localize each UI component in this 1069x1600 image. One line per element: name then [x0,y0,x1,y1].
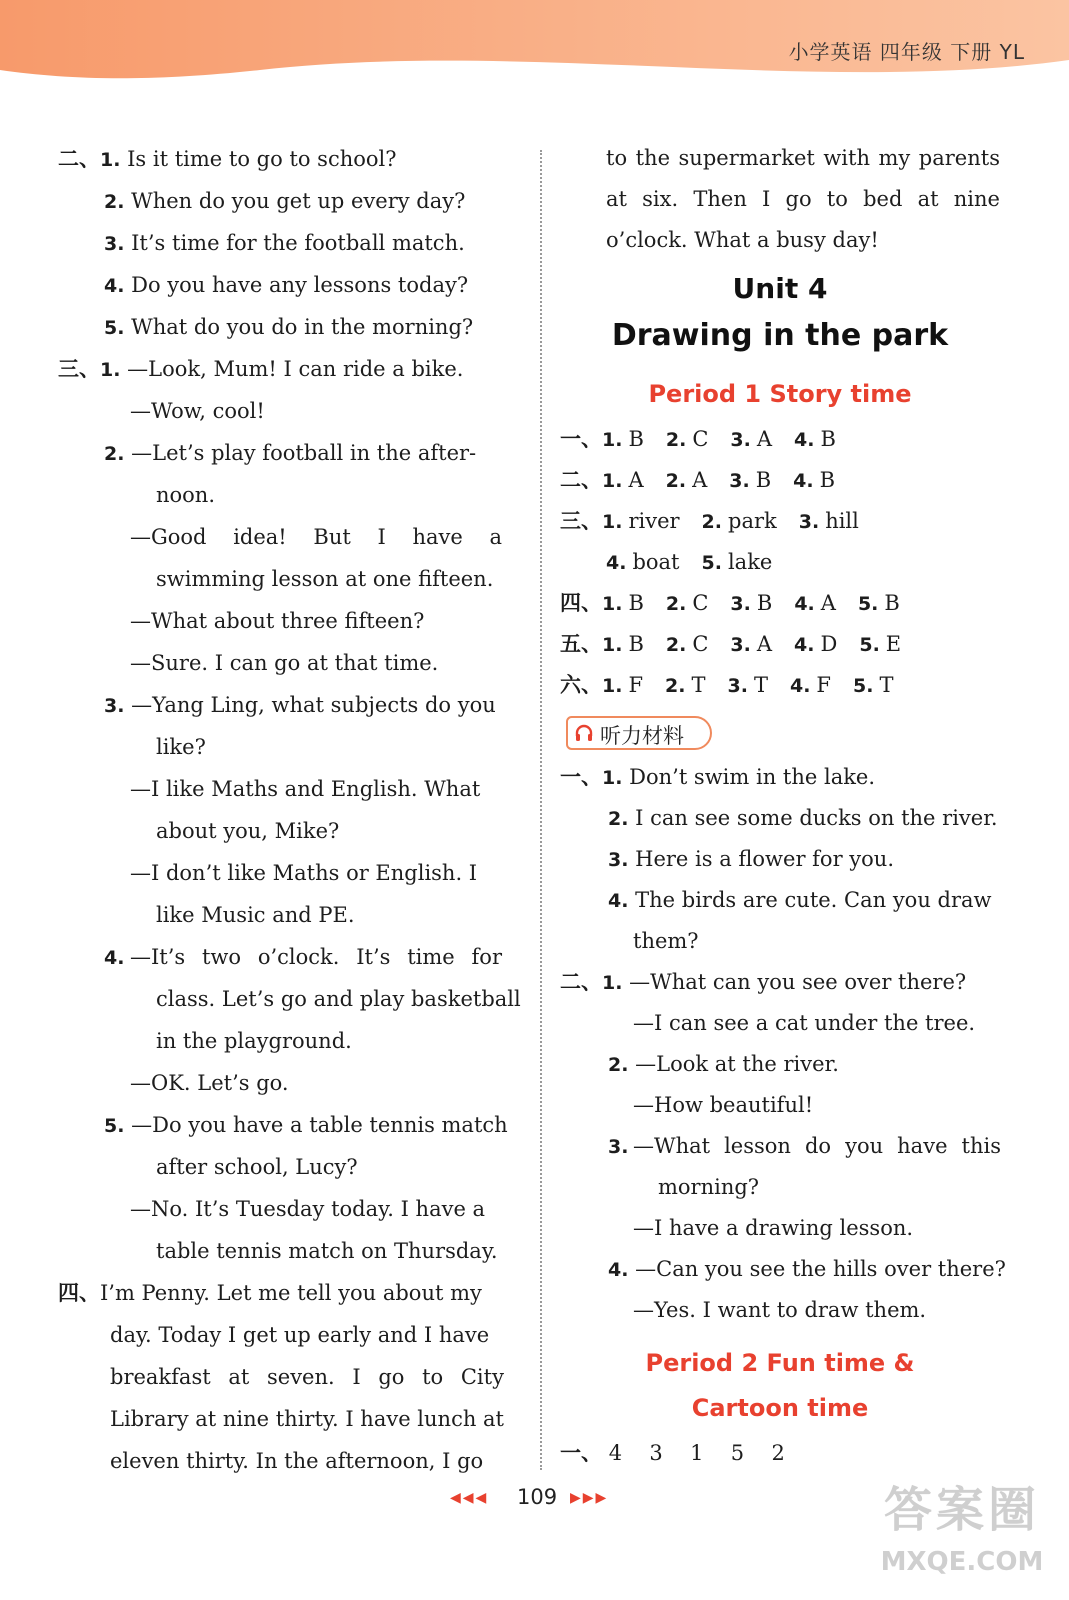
word: I [352,1365,361,1389]
word: parents [918,146,1000,170]
answer-row-4 [560,588,922,619]
item-number: 1. [100,149,121,171]
word: to [826,187,848,211]
item-number: 4. [104,275,125,297]
dialogue-line: —Look at the river. [635,1052,839,1076]
left-s2-item-4 [104,270,468,301]
item-number: 1. [100,359,121,381]
item-number: 1. [602,767,623,789]
item-number: 3. [104,233,125,255]
right-cont-l2 [606,184,1000,214]
answer-item: 3. T [727,673,768,697]
answer-item: 5. T [853,673,894,697]
order-value: 3 [649,1441,663,1465]
section-mark: 五、 [560,632,602,656]
section-mark: 三、 [560,509,602,533]
section-mark: 二、 [58,147,100,171]
listen-s2-d2-a [608,1049,839,1080]
headphones-icon [574,723,594,743]
unit-title: Drawing in the park [611,318,949,353]
word: idea! [233,525,287,549]
answer-item: 4. D [794,632,838,656]
answer-row-3 [560,506,881,537]
item-number: 2. [608,1054,629,1076]
word: at [606,187,627,211]
word: this [961,1134,1001,1158]
section-mark: 一、 [560,765,602,789]
listen-s1-item-2 [608,803,998,834]
dialogue-line: —Do you have a table tennis match [131,1113,508,1137]
section-mark: 六、 [560,673,602,697]
order-value: 1 [690,1441,704,1465]
word: at [917,187,939,211]
period-2-heading-line-2: Cartoon time [691,1394,869,1422]
right-cont-l1 [606,143,1000,173]
answer-item: 3. A [730,427,773,451]
order-value: 5 [730,1441,745,1465]
left-s3-d4-a3: in the playground. [156,1029,352,1053]
answer-item: 4. B [794,427,836,451]
column-divider [540,150,542,1470]
left-s2-item-2 [104,186,465,217]
left-s3-d2-a1 [104,438,476,469]
left-s4-l2: day. Today I get up early and I have [110,1323,490,1347]
answer-item: 1. river [602,509,680,533]
left-s3-d5-b2: table tennis match on Thursday. [156,1239,498,1263]
answer-item: 1. B [602,632,644,656]
item-text: Here is a flower for you. [635,847,894,871]
section-mark: 三、 [58,357,100,381]
answer-row-6 [560,670,915,701]
dialogue-line: —Let’s play football in the after- [131,441,477,465]
left-s4-l4: Library at nine thirty. I have lunch at [110,1407,504,1431]
answer-item: 2. A [665,468,708,492]
watermark [872,1478,1052,1596]
word: lesson [724,1134,791,1158]
paragraph-line: I’m Penny. Let me tell you about my [100,1281,482,1305]
answer-item: 3. B [730,591,773,615]
item-number: 3. [104,695,125,717]
left-s2-item-3 [104,228,465,259]
page-number: 109 [517,1485,558,1509]
item-text: Do you have any lessons today? [131,273,469,297]
listen-s1-item-4-cont: them? [633,929,699,953]
section-mark: 四、 [58,1281,100,1305]
answer-item: 4. boat [606,550,680,574]
answer-item: 5. E [859,632,902,656]
answer-item: 2. C [665,591,709,615]
left-s3-d4-a1 [104,942,124,973]
answer-row-2 [560,465,857,496]
item-number: 4. [608,1259,629,1281]
order-value: 4 [608,1441,623,1465]
left-s3-d5-b1: —No. It’s Tuesday today. I have a [130,1197,486,1221]
answer-item: 3. A [730,632,773,656]
section-mark: 二、 [560,468,602,492]
word: my [878,146,911,170]
item-text: Don’t swim in the lake. [629,765,876,789]
word: have [412,525,463,549]
section-mark: 一、 [560,1441,602,1465]
item-number: 2. [608,808,629,830]
listen-s2-d4-b: —Yes. I want to draw them. [633,1298,927,1322]
left-s3-d4-a2: class. Let’s go and play basketball [156,987,521,1011]
word: at [228,1365,250,1389]
left-s3-d4-b: —OK. Let’s go. [130,1071,289,1095]
word: do [804,1134,832,1158]
left-s3-d3-c1: —I don’t like Maths or English. I [130,861,478,885]
period-2-heading-line-1: Period 2 Fun time & [645,1349,915,1377]
item-number: 5. [104,317,125,339]
left-s3-d2-c: —What about three fifteen? [130,609,425,633]
word: a [489,525,502,549]
word: nine [953,187,1000,211]
order-answer-row [560,1438,805,1468]
word: I [377,525,386,549]
dialogue-line: —Can you see the hills over there? [635,1257,1006,1281]
period-1-heading: Period 1 Story time [648,380,912,408]
word: City [460,1365,504,1389]
answer-item: 4. B [793,468,836,492]
next-page-arrows-icon: ▶▶▶ [570,1490,609,1506]
left-s2-item-5 [104,312,473,343]
left-s3-d3-a1 [104,690,496,721]
listen-s2-d1-a [560,967,966,998]
answer-item: 2. T [665,673,706,697]
left-s3-d1-b: —Wow, cool! [130,399,265,423]
dialogue-line: —What can you see over there? [629,970,967,994]
answer-item: 1. B [602,591,644,615]
left-s4-l3 [110,1362,504,1392]
section-mark: 一、 [560,427,602,451]
listening-material-tag [566,716,712,750]
word: go [378,1365,405,1389]
listen-s1-item-4 [608,885,992,916]
listening-material-label: 听力材料 [600,724,684,748]
listen-s2-d2-b: —How beautiful! [633,1093,814,1117]
word: seven. [266,1365,335,1389]
listen-s2-d3-b: —I have a drawing lesson. [633,1216,914,1240]
word: It’s [356,945,391,969]
listen-s2-d3-a1 [633,1131,1001,1161]
item-text: It’s time for the football match. [131,231,465,255]
left-s3-d2-a2: noon. [156,483,216,507]
word: time [407,945,455,969]
word: the [635,146,671,170]
answer-item: 2. C [665,427,709,451]
answer-item: 2. C [665,632,709,656]
listen-s2-d3-num [608,1131,628,1162]
word: you [845,1134,884,1158]
item-number: 3. [608,849,629,871]
answer-item: 3. B [729,468,772,492]
listen-s2-d3-a2: morning? [658,1175,760,1199]
word: to [606,146,628,170]
answer-row-5 [560,629,923,660]
answer-item: 3. hill [798,509,859,533]
item-text: What do you do in the morning? [131,315,474,339]
word: bed [863,187,903,211]
answer-item: 5. B [857,591,900,615]
word: —It’s [130,945,186,969]
left-s3-d2-d: —Sure. I can go at that time. [130,651,439,675]
watermark-url: MXQE.COM [880,1547,1044,1577]
left-s3-d4-a1-words [130,942,502,972]
item-number: 4. [608,890,629,912]
item-number: 2. [104,191,125,213]
word: o’clock. [257,945,340,969]
word: I [762,187,771,211]
left-s3-d5-a1 [104,1110,508,1141]
item-number: 4. [104,947,125,969]
word: go [785,187,812,211]
word: breakfast [110,1365,211,1389]
listen-s1-item-1 [560,762,875,793]
left-s4-l5: eleven thirty. In the afternoon, I go [110,1449,484,1473]
unit-label: Unit 4 [732,272,828,305]
item-text: I can see some ducks on the river. [635,806,998,830]
answer-row-1 [560,424,858,455]
prev-page-arrows-icon: ◀◀◀ [450,1490,489,1506]
header-title: 小学英语 四年级 下册 YL [788,40,1025,64]
order-value: 2 [771,1441,785,1465]
word: supermarket [678,146,815,170]
answer-item: 1. A [602,468,644,492]
listen-s2-d4-a [608,1254,1006,1285]
listen-s1-item-3 [608,844,894,875]
answer-item: 2. park [701,509,777,533]
answer-item: 4. A [794,591,836,615]
item-text: The birds are cute. Can you draw [635,888,992,912]
right-cont-l3: o’clock. What a busy day! [606,228,879,252]
watermark-text: 答案圈 [883,1482,1040,1538]
left-s3-d2-b1 [130,522,502,552]
left-s3-d2-b2: swimming lesson at one fifteen. [156,567,494,591]
word: —Good [130,525,207,549]
item-number: 2. [104,443,125,465]
answer-item: 1. B [602,427,644,451]
word: for [471,945,502,969]
word: with [823,146,870,170]
section-mark: 四、 [560,591,602,615]
dialogue-line: —Yang Ling, what subjects do you [131,693,496,717]
word: Then [693,187,747,211]
left-s2-item-1 [58,144,397,175]
word: two [201,945,242,969]
dialogue-line: —Look, Mum! I can ride a bike. [127,357,464,381]
word: But [313,525,351,549]
left-s3-d3-a2: like? [156,735,206,759]
left-s3-d3-c2: like Music and PE. [156,903,355,927]
listen-s2-d1-b: —I can see a cat under the tree. [633,1011,976,1035]
answer-item: 5. lake [701,550,773,574]
left-s3-d5-a2: after school, Lucy? [156,1155,358,1179]
left-s3-d3-b2: about you, Mike? [156,819,340,843]
item-text: When do you get up every day? [131,189,466,213]
section-mark: 二、 [560,970,602,994]
word: six. [642,187,679,211]
answer-row-3b [606,547,794,578]
left-s4-l1 [58,1278,482,1308]
word: —What [633,1134,711,1158]
item-number: 3. [608,1136,629,1158]
left-s3-d3-b1: —I like Maths and English. What [130,777,481,801]
word: have [897,1134,948,1158]
left-s3-d1-a [58,354,463,385]
item-number: 1. [602,972,623,994]
item-text: Is it time to go to school? [127,147,397,171]
answer-item: 1. F [602,673,644,697]
item-number: 5. [104,1115,125,1137]
answer-item: 4. F [789,673,831,697]
word: to [422,1365,444,1389]
